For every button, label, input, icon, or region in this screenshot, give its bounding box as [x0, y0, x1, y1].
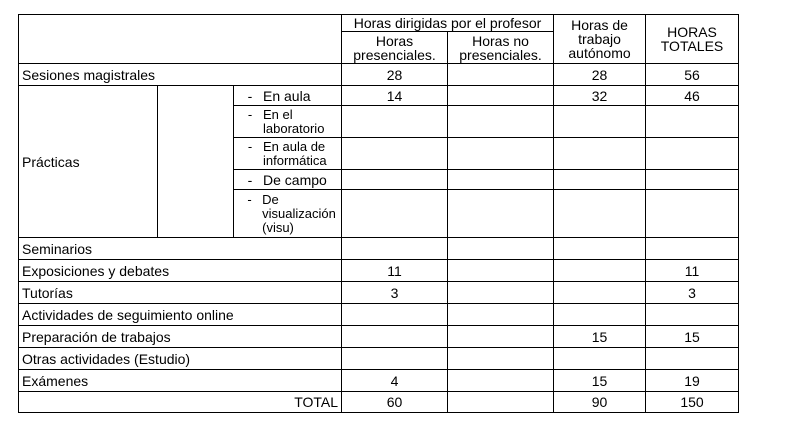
subitem-label: - De campo — [234, 170, 342, 190]
subitem-label: - De visualización (visu) — [234, 190, 342, 238]
cell-autonomous: 15 — [554, 326, 646, 348]
header-autonomous-hours: Horas de trabajo autónomo — [554, 15, 646, 64]
cell-total — [646, 238, 739, 260]
table-row — [19, 348, 739, 370]
cell-remote — [448, 238, 554, 260]
cell-autonomous — [554, 238, 646, 260]
total-row — [19, 392, 739, 413]
table-row — [19, 64, 739, 86]
cell-autonomous: 28 — [554, 64, 646, 86]
table-row — [19, 86, 739, 106]
cell-in-person: 4 — [342, 370, 448, 392]
practicas-label: Prácticas — [19, 86, 158, 238]
table-row — [19, 370, 739, 392]
cell-total: 19 — [646, 370, 739, 392]
cell-remote — [448, 348, 554, 370]
cell-autonomous — [554, 138, 646, 170]
table-row — [19, 282, 739, 304]
header-teacher-hours: Horas dirigidas por el profesor — [342, 15, 554, 32]
cell-in-person — [342, 348, 448, 370]
header-in-person-hours: Horas presenciales. — [342, 32, 448, 64]
table-row — [19, 260, 739, 282]
table-row — [19, 238, 739, 260]
cell-autonomous — [554, 190, 646, 238]
cell-remote — [448, 138, 554, 170]
table-row — [19, 304, 739, 326]
cell-total: 56 — [646, 64, 739, 86]
cell-in-person — [342, 304, 448, 326]
row-label: Sesiones magistrales — [19, 64, 342, 86]
cell-remote — [448, 106, 554, 138]
cell-total: 150 — [646, 392, 739, 413]
subitem-label: - En el laboratorio — [234, 106, 342, 138]
cell-total — [646, 106, 739, 138]
cell-remote — [448, 326, 554, 348]
cell-autonomous — [554, 260, 646, 282]
cell-autonomous — [554, 348, 646, 370]
cell-remote — [448, 260, 554, 282]
cell-autonomous: 90 — [554, 392, 646, 413]
cell-total — [646, 304, 739, 326]
cell-autonomous: 15 — [554, 370, 646, 392]
cell-total: 46 — [646, 86, 739, 106]
cell-total — [646, 170, 739, 190]
cell-total: 3 — [646, 282, 739, 304]
cell-autonomous — [554, 106, 646, 138]
header-total-hours: HORAS TOTALES — [646, 15, 739, 64]
cell-in-person: 14 — [342, 86, 448, 106]
row-label: Exámenes — [19, 370, 342, 392]
row-label: Tutorías — [19, 282, 342, 304]
cell-in-person — [342, 138, 448, 170]
total-label: TOTAL — [19, 392, 342, 413]
cell-autonomous: 32 — [554, 86, 646, 106]
cell-in-person — [342, 190, 448, 238]
row-label: Actividades de seguimiento online — [19, 304, 342, 326]
subitem-label: - En aula de informática — [234, 138, 342, 170]
hours-table — [18, 14, 739, 413]
cell-remote — [448, 64, 554, 86]
cell-total — [646, 138, 739, 170]
cell-in-person: 28 — [342, 64, 448, 86]
row-label: Preparación de trabajos — [19, 326, 342, 348]
cell-total — [646, 190, 739, 238]
subitem-label: - En aula — [234, 86, 342, 106]
cell-remote — [448, 190, 554, 238]
cell-in-person: 3 — [342, 282, 448, 304]
cell-autonomous — [554, 170, 646, 190]
header-blank-cell — [19, 15, 342, 64]
header-remote-hours: Horas no presenciales. — [448, 32, 554, 64]
row-label: Seminarios — [19, 238, 342, 260]
cell-in-person — [342, 170, 448, 190]
cell-autonomous — [554, 282, 646, 304]
cell-remote — [448, 370, 554, 392]
cell-total — [646, 348, 739, 370]
cell-remote — [448, 282, 554, 304]
cell-remote — [448, 304, 554, 326]
cell-autonomous — [554, 304, 646, 326]
cell-remote — [448, 392, 554, 413]
practicas-spacer — [158, 86, 234, 238]
cell-in-person — [342, 106, 448, 138]
cell-remote — [448, 86, 554, 106]
table-row — [19, 326, 739, 348]
cell-total: 11 — [646, 260, 739, 282]
cell-in-person: 60 — [342, 392, 448, 413]
row-label: Exposiciones y debates — [19, 260, 342, 282]
cell-in-person: 11 — [342, 260, 448, 282]
cell-in-person — [342, 326, 448, 348]
cell-total: 15 — [646, 326, 739, 348]
cell-remote — [448, 170, 554, 190]
cell-in-person — [342, 238, 448, 260]
row-label: Otras actividades (Estudio) — [19, 348, 342, 370]
